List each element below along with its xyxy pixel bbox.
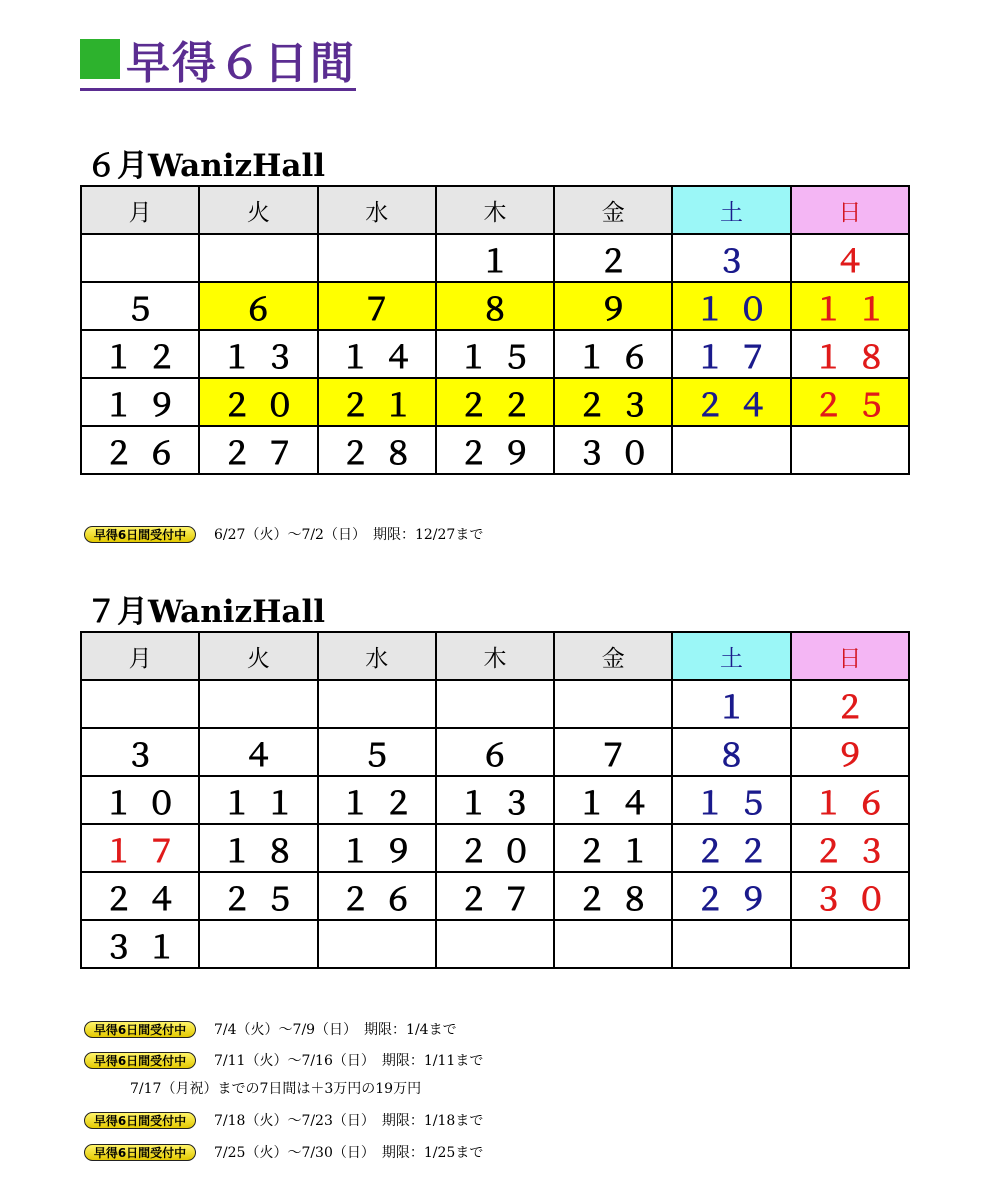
day-cell: ３ bbox=[672, 234, 790, 282]
note-text: 7/18（火）～7/23（日） 期限：1/18まで bbox=[214, 1113, 484, 1129]
day-cell: １８ bbox=[199, 824, 317, 872]
day-cell bbox=[81, 234, 199, 282]
early-booking-badge: 早得6日間受付中 bbox=[84, 1112, 196, 1129]
day-cell bbox=[791, 426, 909, 474]
day-cell: ８ bbox=[672, 728, 790, 776]
day-cell bbox=[554, 680, 672, 728]
note-line bbox=[84, 1018, 457, 1040]
day-cell bbox=[436, 680, 554, 728]
day-cell: １５ bbox=[436, 330, 554, 378]
calendar-week-row bbox=[81, 330, 909, 378]
day-cell: １３ bbox=[436, 776, 554, 824]
calendar-week-row bbox=[81, 776, 909, 824]
day-cell: １１ bbox=[199, 776, 317, 824]
title-square-icon bbox=[80, 39, 120, 79]
early-booking-badge: 早得6日間受付中 bbox=[84, 1144, 196, 1161]
day-cell: １６ bbox=[554, 330, 672, 378]
note-line bbox=[84, 523, 483, 545]
note-line bbox=[84, 1109, 483, 1131]
calendar-week-row bbox=[81, 872, 909, 920]
weekday-header: 水 bbox=[318, 186, 436, 234]
early-booking-badge: 早得6日間受付中 bbox=[84, 526, 196, 543]
day-cell: ６ bbox=[436, 728, 554, 776]
day-cell: ６ bbox=[199, 282, 317, 330]
note-text: 7/25（火）～7/30（日） 期限：1/25まで bbox=[214, 1145, 484, 1161]
day-cell: １９ bbox=[318, 824, 436, 872]
day-cell bbox=[199, 920, 317, 968]
day-cell: ２８ bbox=[554, 872, 672, 920]
day-cell bbox=[554, 920, 672, 968]
day-cell: １７ bbox=[81, 824, 199, 872]
day-cell: １５ bbox=[672, 776, 790, 824]
day-cell: １８ bbox=[791, 330, 909, 378]
day-cell: １３ bbox=[199, 330, 317, 378]
day-cell: １２ bbox=[318, 776, 436, 824]
day-cell: ２４ bbox=[672, 378, 790, 426]
day-cell: １９ bbox=[81, 378, 199, 426]
day-cell: ９ bbox=[554, 282, 672, 330]
day-cell bbox=[436, 920, 554, 968]
early-booking-badge: 早得6日間受付中 bbox=[84, 1021, 196, 1038]
june-calendar bbox=[80, 185, 910, 475]
day-cell: ２０ bbox=[436, 824, 554, 872]
day-cell: ２３ bbox=[791, 824, 909, 872]
day-cell: ２２ bbox=[436, 378, 554, 426]
day-cell: ７ bbox=[554, 728, 672, 776]
day-cell: ２７ bbox=[436, 872, 554, 920]
day-cell bbox=[81, 680, 199, 728]
calendar-week-row bbox=[81, 824, 909, 872]
weekday-header: 日 bbox=[791, 632, 909, 680]
note-text: 7/4（火）～7/9（日） 期限：1/4まで bbox=[214, 1022, 457, 1038]
day-cell: ２５ bbox=[199, 872, 317, 920]
day-cell: １６ bbox=[791, 776, 909, 824]
day-cell: １ bbox=[672, 680, 790, 728]
july-heading: ７月WanizHall bbox=[86, 594, 326, 630]
day-cell: ２３ bbox=[554, 378, 672, 426]
day-cell: ３１ bbox=[81, 920, 199, 968]
day-cell: ５ bbox=[318, 728, 436, 776]
calendar-week-row bbox=[81, 920, 909, 968]
weekday-header: 火 bbox=[199, 186, 317, 234]
day-cell: ７ bbox=[318, 282, 436, 330]
day-cell: ２２ bbox=[672, 824, 790, 872]
day-cell bbox=[199, 234, 317, 282]
note-line bbox=[84, 1141, 483, 1163]
weekday-header: 土 bbox=[672, 632, 790, 680]
day-cell bbox=[318, 234, 436, 282]
page-title bbox=[80, 30, 356, 91]
day-cell: ２１ bbox=[554, 824, 672, 872]
day-cell: ３ bbox=[81, 728, 199, 776]
day-cell: ２０ bbox=[199, 378, 317, 426]
day-cell bbox=[318, 680, 436, 728]
july-calendar bbox=[80, 631, 910, 969]
note-text: 7/11（火）～7/16（日） 期限：1/11まで bbox=[214, 1053, 484, 1069]
day-cell bbox=[672, 920, 790, 968]
weekday-header: 月 bbox=[81, 186, 199, 234]
day-cell: ８ bbox=[436, 282, 554, 330]
weekday-header: 火 bbox=[199, 632, 317, 680]
day-cell bbox=[791, 920, 909, 968]
day-cell bbox=[318, 920, 436, 968]
day-cell: ５ bbox=[81, 282, 199, 330]
day-cell: ３０ bbox=[554, 426, 672, 474]
note-text: 6/27（火）～7/2（日） 期限：12/27まで bbox=[214, 527, 484, 543]
day-cell: ２５ bbox=[791, 378, 909, 426]
weekday-header: 木 bbox=[436, 186, 554, 234]
weekday-header: 金 bbox=[554, 186, 672, 234]
weekday-header: 水 bbox=[318, 632, 436, 680]
title-text: 早得６日間 bbox=[126, 38, 356, 89]
weekday-header: 土 bbox=[672, 186, 790, 234]
early-booking-badge: 早得6日間受付中 bbox=[84, 1052, 196, 1069]
day-cell: ２９ bbox=[672, 872, 790, 920]
note-line bbox=[84, 1049, 483, 1071]
day-cell bbox=[672, 426, 790, 474]
weekday-header: 木 bbox=[436, 632, 554, 680]
day-cell: ３０ bbox=[791, 872, 909, 920]
day-cell: １４ bbox=[554, 776, 672, 824]
calendar-week-row bbox=[81, 728, 909, 776]
day-cell: １０ bbox=[672, 282, 790, 330]
day-cell: ２８ bbox=[318, 426, 436, 474]
day-cell: １４ bbox=[318, 330, 436, 378]
day-cell: ２６ bbox=[81, 426, 199, 474]
calendar-week-row bbox=[81, 234, 909, 282]
day-cell bbox=[199, 680, 317, 728]
calendar-week-row bbox=[81, 282, 909, 330]
day-cell: ２１ bbox=[318, 378, 436, 426]
day-cell: １１ bbox=[791, 282, 909, 330]
calendar-week-row bbox=[81, 680, 909, 728]
day-cell: ９ bbox=[791, 728, 909, 776]
day-cell: ２ bbox=[554, 234, 672, 282]
day-cell: １０ bbox=[81, 776, 199, 824]
weekday-header: 日 bbox=[791, 186, 909, 234]
day-cell: ４ bbox=[199, 728, 317, 776]
day-cell: ２７ bbox=[199, 426, 317, 474]
calendar-week-row bbox=[81, 426, 909, 474]
day-cell: ２４ bbox=[81, 872, 199, 920]
weekday-header: 金 bbox=[554, 632, 672, 680]
day-cell: １２ bbox=[81, 330, 199, 378]
day-cell: ４ bbox=[791, 234, 909, 282]
day-cell: ２９ bbox=[436, 426, 554, 474]
june-heading: ６月WanizHall bbox=[86, 148, 326, 184]
day-cell: １ bbox=[436, 234, 554, 282]
weekday-header: 月 bbox=[81, 632, 199, 680]
calendar-week-row bbox=[81, 378, 909, 426]
day-cell: ２ bbox=[791, 680, 909, 728]
day-cell: １７ bbox=[672, 330, 790, 378]
day-cell: ２６ bbox=[318, 872, 436, 920]
note-line: 7/17（月祝）までの7日間は＋3万円の19万円 bbox=[130, 1081, 422, 1097]
